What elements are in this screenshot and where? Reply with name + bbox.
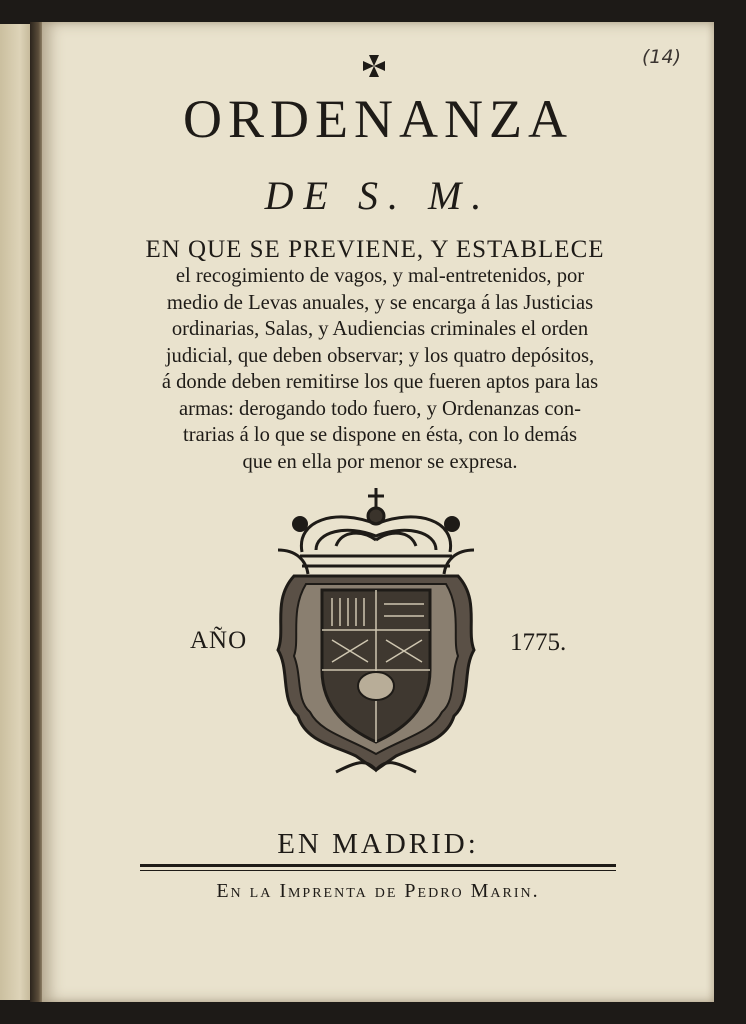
title-page <box>42 22 714 1002</box>
body-line: ordinarias, Salas, y Audiencias criminales el orden <box>171 318 589 340</box>
imprint-place: EN MADRID: <box>277 828 479 860</box>
year-value: 1775. <box>510 629 567 656</box>
divider-thin <box>140 870 616 871</box>
imprint-printer: En la Imprenta de Pedro Marin. <box>216 880 540 902</box>
folio-number: (14) <box>642 46 682 68</box>
body-line: trarias á lo que se dispone en ésta, con lo demás <box>182 424 578 446</box>
body-text <box>134 263 626 475</box>
page-subtitle: DE S. M. <box>264 173 492 218</box>
page-title: ORDENANZA <box>183 89 573 149</box>
maltese-cross-icon <box>360 52 388 80</box>
royal-coat-of-arms-icon <box>276 480 476 780</box>
body-line: judicial, que deben observar; y los quatro depósitos, <box>165 344 595 367</box>
year-label: AÑO <box>190 627 248 654</box>
lead-line: EN QUE SE PREVIENE, Y ESTABLECE <box>145 236 605 263</box>
divider-thick <box>140 864 616 867</box>
body-line: medio de Levas anuales, y se encarga á las Justicias <box>166 291 594 314</box>
body-line: el recogimiento de vagos, y mal-entretenidos, por <box>175 265 585 287</box>
body-line: que en ella por menor se expresa. <box>242 450 518 473</box>
body-line: armas: derogando todo fuero, y Ordenanzas con- <box>178 397 581 420</box>
body-line: á donde deben remitirse los que fueren aptos para las <box>161 371 599 393</box>
